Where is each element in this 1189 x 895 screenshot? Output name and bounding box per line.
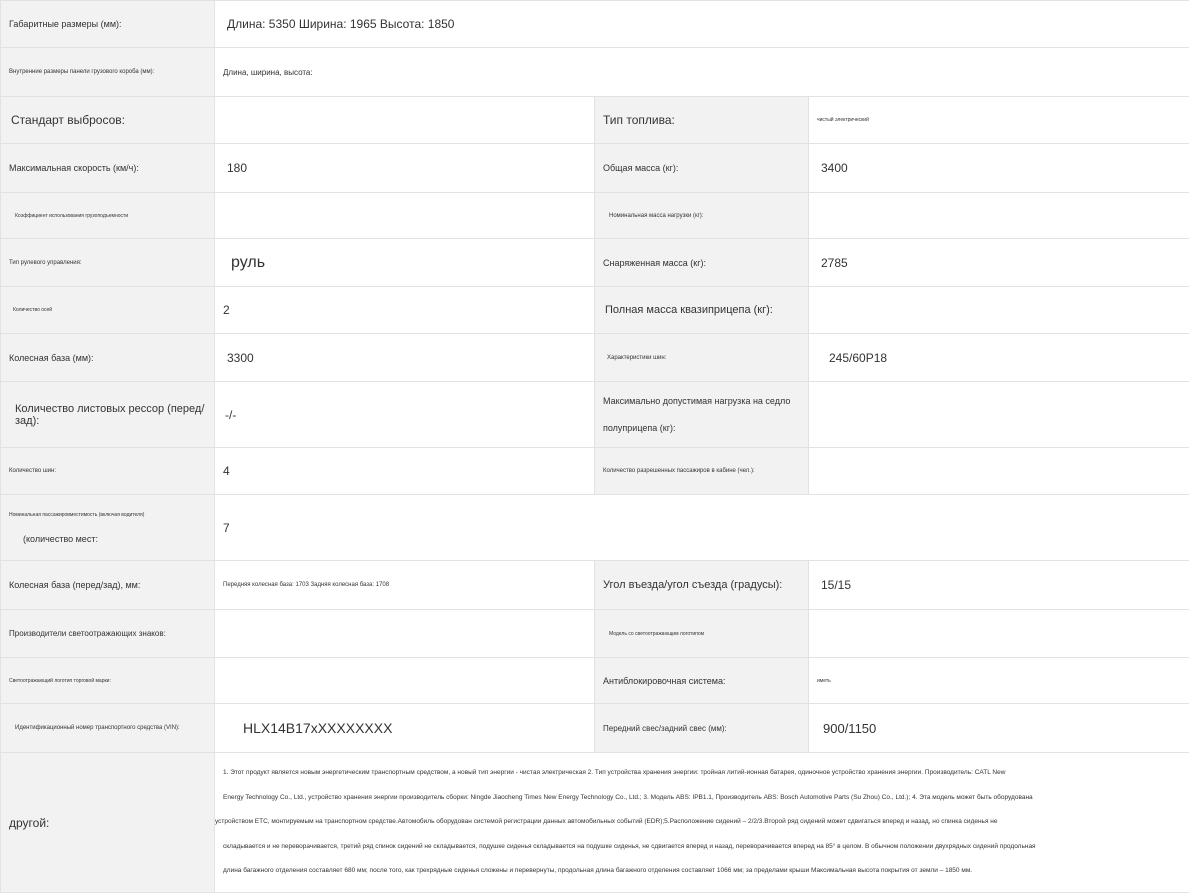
saddle-load-label-line1: Максимально допустимая нагрузка на седло bbox=[603, 396, 791, 406]
other-value bbox=[215, 753, 1189, 893]
load-coef-value bbox=[215, 193, 595, 239]
other-line-1: 1. Этот продукт является новым энергетическим транспортным средством, а новый тип энергии - чистая электрическая 2. Тип устройства хранения энергии: тройная литий-ионная батарея, одиночное устройство хранения энергии. Производитель: CATL New bbox=[223, 769, 1006, 777]
curb-mass-value: 2785 bbox=[809, 239, 1189, 287]
row-axles bbox=[1, 287, 1189, 334]
abs-value: иметь bbox=[809, 658, 1189, 704]
saddle-load-label-line2: полуприцепа (кг): bbox=[603, 423, 676, 433]
row-track bbox=[1, 561, 1189, 610]
springs-label: Количество листовых рессор (перед/зад): bbox=[1, 382, 215, 448]
overhang-value: 900/1150 bbox=[809, 704, 1189, 753]
emission-label: Стандарт выбросов: bbox=[1, 97, 215, 144]
rated-load-value bbox=[809, 193, 1189, 239]
other-line-3: устройством ETC, монтируемым на транспортном средстве.Автомобиль оборудован системой регистрации данных автомобильных событий (EDR);5.Расположение сидений – 2/2/3.Второй ряд сидений может сдвигаться вперед и назад, но спинка сиденья не bbox=[215, 818, 998, 826]
steering-label: Тип рулевого управления: bbox=[1, 239, 215, 287]
other-line-2: Energy Technology Co., Ltd., устройство хранения энергии производитель сборки: Ningde Jiaocheng Times New Energy Technology Co., Ltd.; 3. Модель ABS: IPB1.1, Производитель ABS: Bosch Automotive Parts (Su Zhou) Co., Ltd.); 4. Эта модель может быть оборудована bbox=[223, 793, 1033, 801]
reflector-makers-label: Производители светоотражающих знаков: bbox=[1, 610, 215, 658]
max-speed-label: Максимальная скорость (км/ч): bbox=[1, 144, 215, 193]
row-springs bbox=[1, 382, 1189, 448]
tire-spec-value: 245/60P18 bbox=[809, 334, 1189, 382]
other-line-5: длина багажного отделения составляет 680 мм; после того, как трехрядные сиденья сложены и перевернуты, продольная длина багажного отделения составляет 1066 мм; за пределами крыши Максимальная высота покрытия от земли – 1850 мм. bbox=[223, 867, 973, 875]
cab-passengers-label: Количество разрешенных пассажиров в кабине (чел.): bbox=[595, 448, 809, 495]
springs-value: -/- bbox=[215, 382, 595, 448]
vin-label: Идентификационный номер транспортного средства (VIN): bbox=[1, 704, 215, 753]
track-label: Колесная база (перед/зад), мм: bbox=[1, 561, 215, 610]
reflector-brand-label: Светоотражающий логотип торговой марки: bbox=[1, 658, 215, 704]
semitrailer-mass-label: Полная масса квазиприцепа (кг): bbox=[595, 287, 809, 334]
curb-mass-label: Снаряженная масса (кг): bbox=[595, 239, 809, 287]
abs-label: Антиблокировочная система: bbox=[595, 658, 809, 704]
tires-label: Количество шин: bbox=[1, 448, 215, 495]
reflector-makers-value bbox=[215, 610, 595, 658]
row-max-speed bbox=[1, 144, 1189, 193]
emission-value bbox=[215, 97, 595, 144]
row-emission bbox=[1, 97, 1189, 144]
overhang-label: Передний свес/задний свес (мм): bbox=[595, 704, 809, 753]
saddle-load-value bbox=[809, 382, 1189, 448]
max-speed-value: 180 bbox=[215, 144, 595, 193]
tires-value: 4 bbox=[215, 448, 595, 495]
rated-load-label: Номинальная масса нагрузки (кг): bbox=[595, 193, 809, 239]
steering-value: руль bbox=[215, 239, 595, 287]
row-other bbox=[1, 753, 1189, 893]
load-coef-label: Коэффициент использования грузоподъемности bbox=[1, 193, 215, 239]
row-reflector-makers bbox=[1, 610, 1189, 658]
row-cargo-box bbox=[1, 48, 1189, 97]
row-tires bbox=[1, 448, 1189, 495]
fuel-type-label: Тип топлива: bbox=[595, 97, 809, 144]
semitrailer-mass-value bbox=[809, 287, 1189, 334]
gross-mass-value: 3400 bbox=[809, 144, 1189, 193]
axles-label: Количество осей bbox=[1, 287, 215, 334]
wheelbase-label: Колесная база (мм): bbox=[1, 334, 215, 382]
cab-passengers-value bbox=[809, 448, 1189, 495]
gross-mass-label: Общая масса (кг): bbox=[595, 144, 809, 193]
row-vin bbox=[1, 704, 1189, 753]
row-steering bbox=[1, 239, 1189, 287]
passengers-label bbox=[1, 495, 215, 561]
tire-spec-label: Характеристики шин: bbox=[595, 334, 809, 382]
approach-angle-label: Угол въезда/угол съезда (градусы): bbox=[595, 561, 809, 610]
dimensions-label: Габаритные размеры (мм): bbox=[1, 1, 215, 48]
row-load-coef bbox=[1, 193, 1189, 239]
passengers-value: 7 bbox=[215, 495, 1189, 561]
row-dimensions bbox=[1, 1, 1189, 48]
reflector-model-label: Модель со светоотражающим логотипом bbox=[595, 610, 809, 658]
passengers-label-line2: (количество мест: bbox=[23, 533, 98, 544]
wheelbase-value: 3300 bbox=[215, 334, 595, 382]
reflector-model-value bbox=[809, 610, 1189, 658]
dimensions-value: Длина: 5350 Ширина: 1965 Высота: 1850 bbox=[215, 1, 1189, 48]
track-value: Передняя колесная база: 1703 Задняя колесная база: 1708 bbox=[215, 561, 595, 610]
vin-value: HLX14B17xXXXXXXXX bbox=[215, 704, 595, 753]
other-label: другой: bbox=[1, 753, 215, 893]
row-passengers bbox=[1, 495, 1189, 561]
row-reflector-brand bbox=[1, 658, 1189, 704]
passengers-label-line1: Номинальная пассажировместимость (включая водителя) bbox=[9, 511, 145, 518]
axles-value: 2 bbox=[215, 287, 595, 334]
saddle-load-label bbox=[595, 382, 809, 448]
cargo-box-value: Длина, ширина, высота: bbox=[215, 48, 1189, 97]
approach-angle-value: 15/15 bbox=[809, 561, 1189, 610]
reflector-brand-value bbox=[215, 658, 595, 704]
row-wheelbase bbox=[1, 334, 1189, 382]
cargo-box-label: Внутренние размеры панели грузового короба (мм): bbox=[1, 48, 215, 97]
other-line-4: складывается и не переворачивается, третий ряд спинок сидений не складывается, подушке сиденья складывается на подушке сиденья, не сдвигается вперед и назад, переворачивается вперед на 85° в целом. В обычном положении двухрядных сидений продольная bbox=[223, 842, 1036, 850]
fuel-type-value: чистый электрический bbox=[809, 97, 1189, 144]
